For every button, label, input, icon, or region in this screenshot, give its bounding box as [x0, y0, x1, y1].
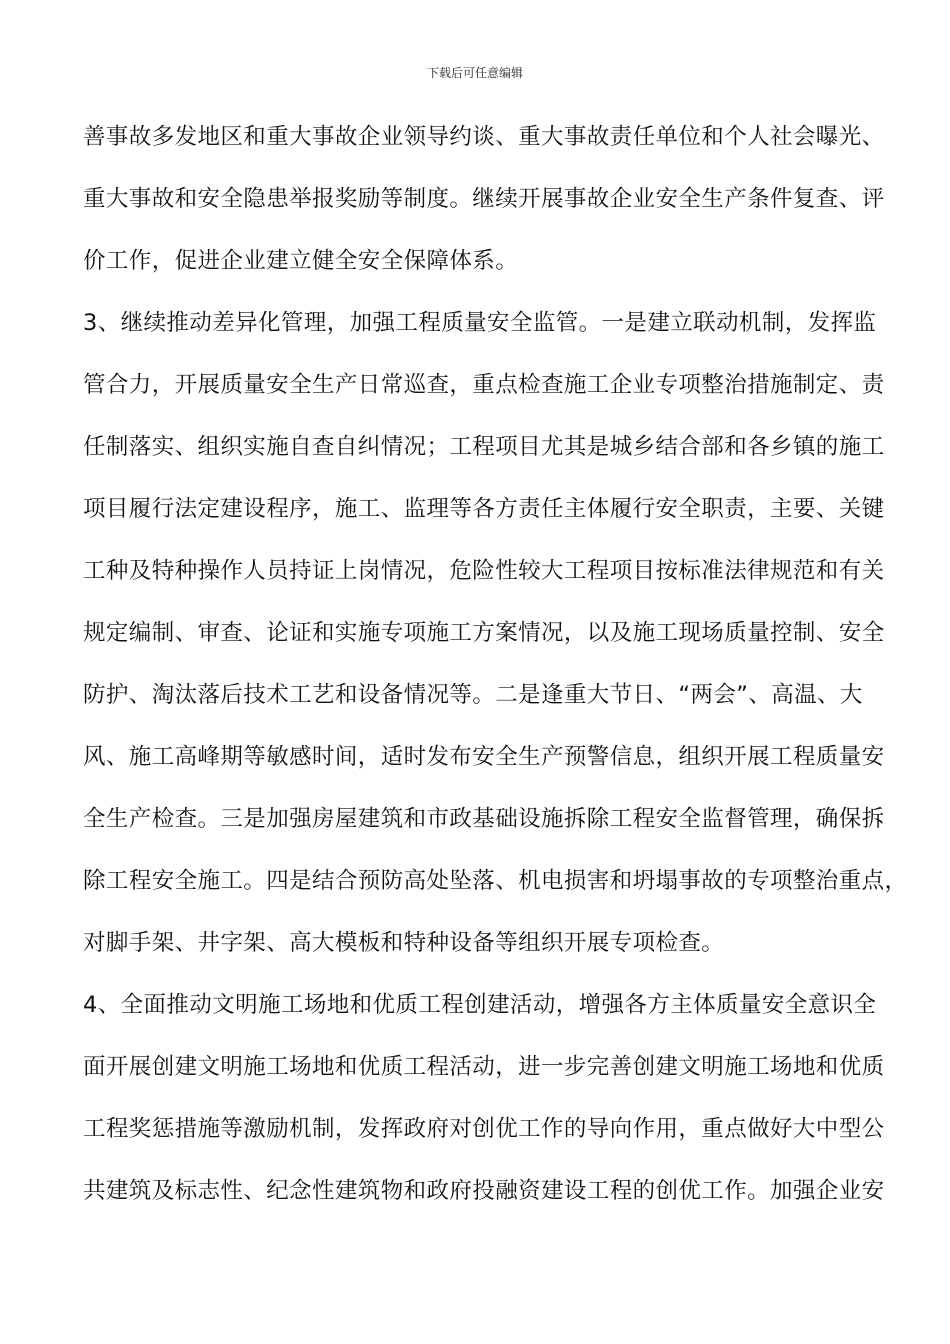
- body-line: 除工程安全施工。四是结合预防高处坠落、机电损害和坍塌事故的专项整治重点，: [83, 868, 908, 894]
- body-line: 善事故多发地区和重大事故企业领导约谈、重大事故责任单位和个人社会曝光、: [83, 124, 885, 150]
- body-line: 共建筑及标志性、纪念性建筑物和政府投融资建设工程的创优工作。加强企业安: [83, 1178, 885, 1204]
- body-line: 对脚手架、井字架、高大模板和特种设备等组织开展专项检查。: [83, 930, 725, 956]
- body-line: 工程奖惩措施等激励机制，发挥政府对创优工作的导向作用，重点做好大中型公: [83, 1116, 885, 1142]
- body-line: 防护、淘汰落后技术工艺和设备情况等。二是逢重大节日、“两会”、高温、大: [83, 682, 863, 708]
- body-line: 规定编制、审查、论证和实施专项施工方案情况，以及施工现场质量控制、安全: [83, 620, 885, 646]
- body-line: 风、施工高峰期等敏感时间，适时发布安全生产预警信息，组织开展工程质量安: [83, 744, 885, 770]
- body-line: 全生产检查。三是加强房屋建筑和市政基础设施拆除工程安全监督管理，确保拆: [83, 806, 885, 832]
- body-line: 4、全面推动文明施工场地和优质工程创建活动，增强各方主体质量安全意识全: [83, 992, 877, 1018]
- body-line: 任制落实、组织实施自查自纠情况；工程项目尤其是城乡结合部和各乡镇的施工: [83, 434, 885, 460]
- page-header-note: 下载后可任意编辑: [426, 66, 523, 80]
- body-line: 工种及特种操作人员持证上岗情况，危险性较大工程项目按标准法律规范和有关: [83, 558, 885, 584]
- body-line: 重大事故和安全隐患举报奖励等制度。继续开展事故企业安全生产条件复查、评: [83, 186, 885, 212]
- body-line: 管合力，开展质量安全生产日常巡查，重点检查施工企业专项整治措施制定、责: [83, 372, 885, 398]
- body-line: 3、继续推动差异化管理，加强工程质量安全监管。一是建立联动机制，发挥监: [83, 310, 877, 336]
- body-line: 价工作，促进企业建立健全安全保障体系。: [83, 248, 519, 274]
- body-line: 项目履行法定建设程序，施工、监理等各方责任主体履行安全职责，主要、关键: [83, 496, 885, 522]
- body-line: 面开展创建文明施工场地和优质工程活动，进一步完善创建文明施工场地和优质: [83, 1054, 885, 1080]
